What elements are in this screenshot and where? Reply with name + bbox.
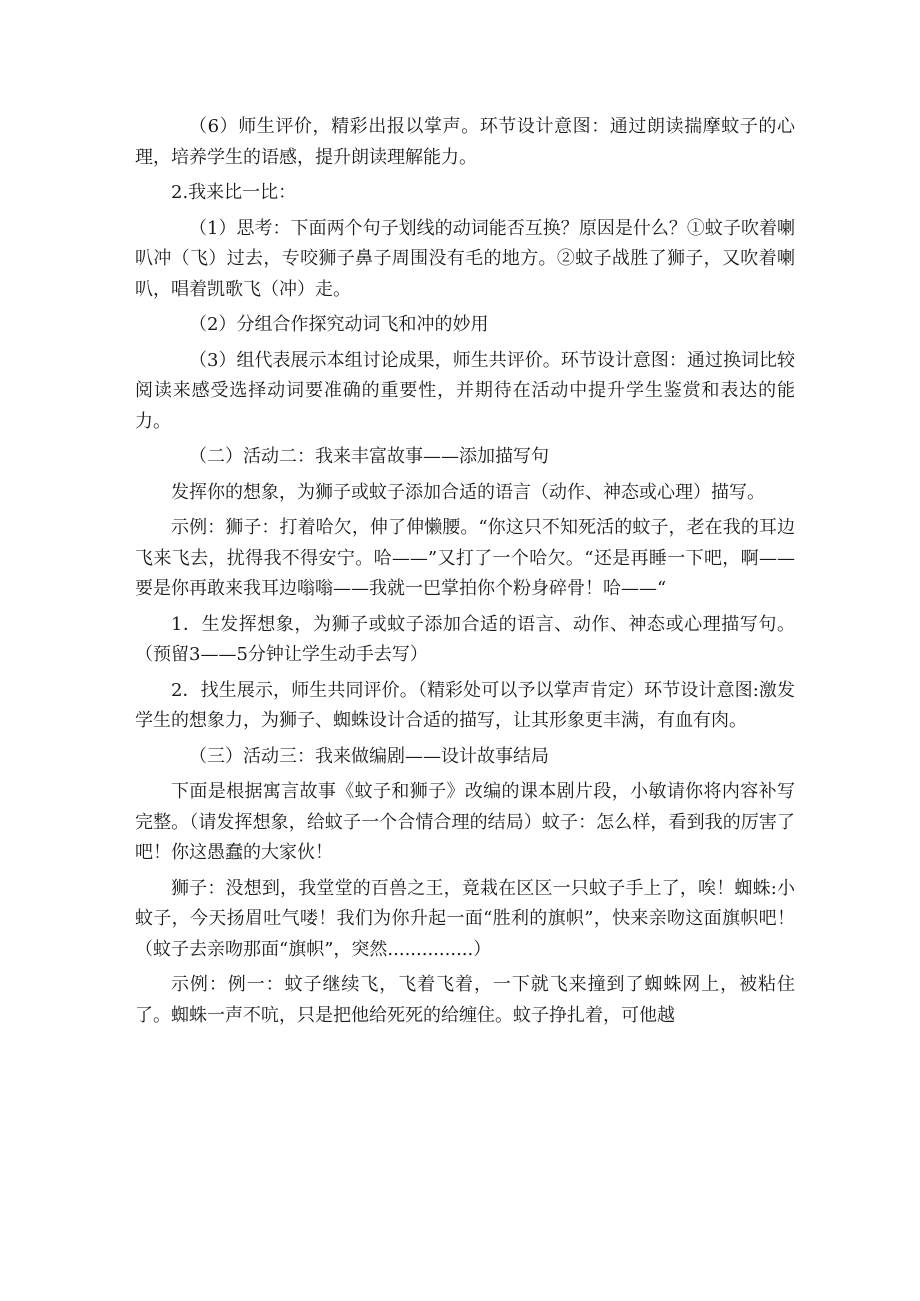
paragraph-lion-spider-dialogue: 狮子：没想到，我堂堂的百兽之王，竟栽在区区一只蚊子手上了，唉！蜘蛛:小蚊子，今天扬眉吐气喽！我们为你升起一面“胜利的旗帜”，快来亲吻这面旗帜吧！（蚊子去亲吻那面“旗帜”，突然...............） xyxy=(135,877,795,960)
paragraph-step-two: 2．找生展示，师生共同评价。（精彩处可以予以掌声肯定）环节设计意图:激发学生的想象力，为狮子、蜘蛛设计合适的描写，让其形象更丰满，有血有肉。 xyxy=(135,679,795,731)
heading-activity-two: （二）活动二：我来丰富故事——添加描写句 xyxy=(189,446,549,467)
heading-activity-three: （三）活动三：我来做编剧——设计故事结局 xyxy=(189,745,549,767)
paragraph-imagination-prompt: 发挥你的想象，为狮子或蚊子添加合适的语言（动作、神态或心理）描写。 xyxy=(171,481,765,503)
paragraph-ending-example: 示例：例一：蚊子继续飞，飞着飞着，一下就飞来撞到了蜘蛛网上，被粘住了。蜘蛛一声不吭，只是把他给死死的给缠住。蚊子挣扎着，可他越 xyxy=(135,974,795,1026)
paragraph-teacher-student-evaluation: （6）师生评价，精彩出报以掌声。环节设计意图：通过朗读揣摩蚊子的心理，培养学生的语感，提升朗读理解能力。 xyxy=(135,116,795,168)
paragraph-think-verbs: （1）思考：下面两个句子划线的动词能否互换？原因是什么？①蚊子吹着喇叭冲（飞）过去，专咬狮子鼻子周围没有毛的地方。②蚊子战胜了狮子，又吹着喇叭，唱着凯歌飞（冲）走。 xyxy=(135,217,795,300)
document-page xyxy=(135,112,795,1036)
paragraph-group-explore: （2）分组合作探究动词飞和冲的妙用 xyxy=(189,314,489,335)
paragraph-group-presentation: （3）组代表展示本组讨论成果，师生共评价。环节设计意图：通过换词比较阅读来感受选择动词要准确的重要性，并期待在活动中提升学生鉴赏和表达的能力。 xyxy=(135,349,795,432)
paragraph-script-intro: 下面是根据寓言故事《蚊子和狮子》改编的课本剧片段，小敏请你将内容补写完整。（请发挥想象，给蚊子一个合情合理的结局）蚊子：怎么样，看到我的厉害了吧！你这愚蠢的大家伙！ xyxy=(135,781,795,863)
paragraph-compare-section-title: 2.我来比一比： xyxy=(171,182,297,203)
paragraph-lion-example: 示例：狮子：打着哈欠，伸了伸懒腰。“你这只不知死活的蚊子，老在我的耳边飞来飞去，扰得我不得安宁。哈——”又打了一个哈欠。“还是再睡一下吧，啊——要是你再敢来我耳边嗡嗡——我就一巴掌拍你个粉身碎骨！哈——“ xyxy=(135,517,795,599)
paragraph-step-one: 1．生发挥想象，为狮子或蚊子添加合适的语言、动作、神态或心理描写句。（预留3——5分钟让学生动手去写） xyxy=(135,613,795,665)
